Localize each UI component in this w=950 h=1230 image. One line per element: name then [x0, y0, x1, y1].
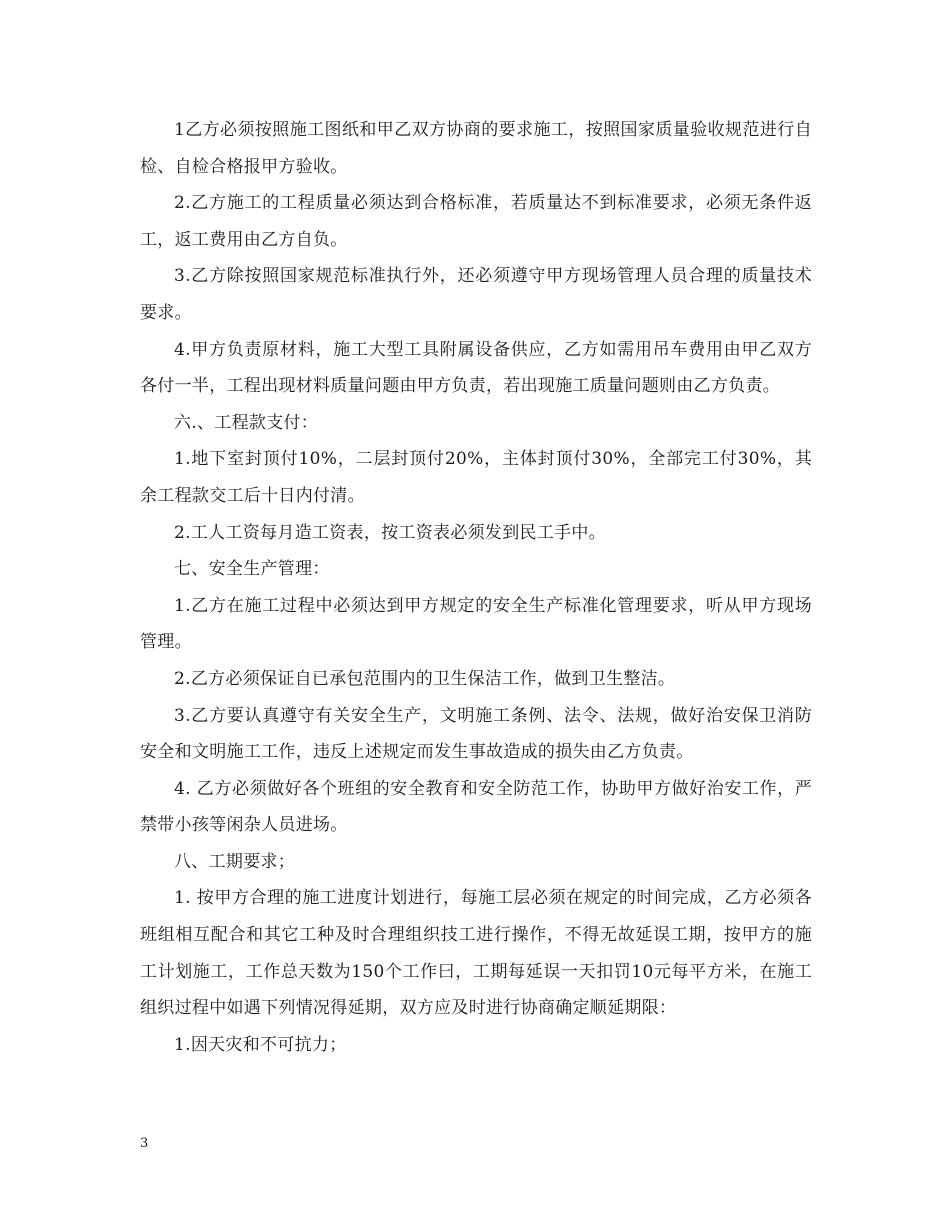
- paragraph-payment-2: 2.工人工资每月造工资表，按工资表必须发到民工手中。: [174, 522, 607, 543]
- paragraph-schedule-delay-1: 1.因天灾和不可抗力；: [174, 1034, 347, 1055]
- document-body: [140, 112, 812, 1063]
- paragraph-safety-2: 2.乙方必须保证自已承包范围内的卫生保洁工作，做到卫生整洁。: [174, 668, 676, 689]
- section-heading-payment: 六.、工程款支付：: [174, 412, 319, 433]
- section-heading-safety: 七、安全生产管理：: [174, 559, 330, 580]
- paragraph-payment-1: 1.地下室封顶付10%，二层封顶付20%，主体封顶付30%，全部完工付30%，其余工程款交工后十日内付清。: [140, 449, 812, 506]
- paragraph-quality-3: 3.乙方除按照国家规范标准执行外，还必须遵守甲方现场管理人员合理的质量技术要求。: [140, 266, 812, 323]
- section-heading-schedule: 八、工期要求；: [174, 851, 296, 872]
- paragraph-quality-4: 4.甲方负责原材料，施工大型工具附属设备供应，乙方如需用吊车费用由甲乙双方各付一半，工程出现材料质量问题由甲方负责，若出现施工质量问题则由乙方负责。: [140, 339, 812, 397]
- paragraph-safety-4: 4. 乙方必须做好各个班组的安全教育和安全防范工作，协助甲方做好治安工作，严禁带小孩等闲杂人员进场。: [140, 778, 812, 836]
- page-number: 3: [140, 1136, 149, 1151]
- paragraph-safety-1: 1.乙方在施工过程中必须达到甲方规定的安全生产标准化管理要求，听从甲方现场管理。: [140, 595, 812, 653]
- paragraph-quality-1: 1乙方必须按照施工图纸和甲乙双方协商的要求施工，按照国家质量验收规范进行自检、自检合格报甲方验收。: [140, 120, 812, 177]
- paragraph-schedule-1: 1. 按甲方合理的施工进度计划进行，每施工层必须在规定的时间完成，乙方必须各班组相互配合和其它工种及时合理组织技工进行操作，不得无故延误工期，按甲方的施工计划施工，工作总天数为150个工作曰，工期每延误一天扣罚10元每平方米，在施工组织过程中如遇下列情况得延期，双方应及时进行协商确定顺延期限：: [140, 888, 812, 1019]
- paragraph-safety-3: 3.乙方要认真遵守有关安全生产，文明施工条例、法令、法规，做好治安保卫消防安全和文明施工工作，违反上述规定而发生事故造成的损失由乙方负责。: [140, 705, 812, 763]
- paragraph-quality-2: 2.乙方施工的工程质量必须达到合格标准，若质量达不到标准要求，必须无条件返工，返工费用由乙方自负。: [140, 193, 812, 250]
